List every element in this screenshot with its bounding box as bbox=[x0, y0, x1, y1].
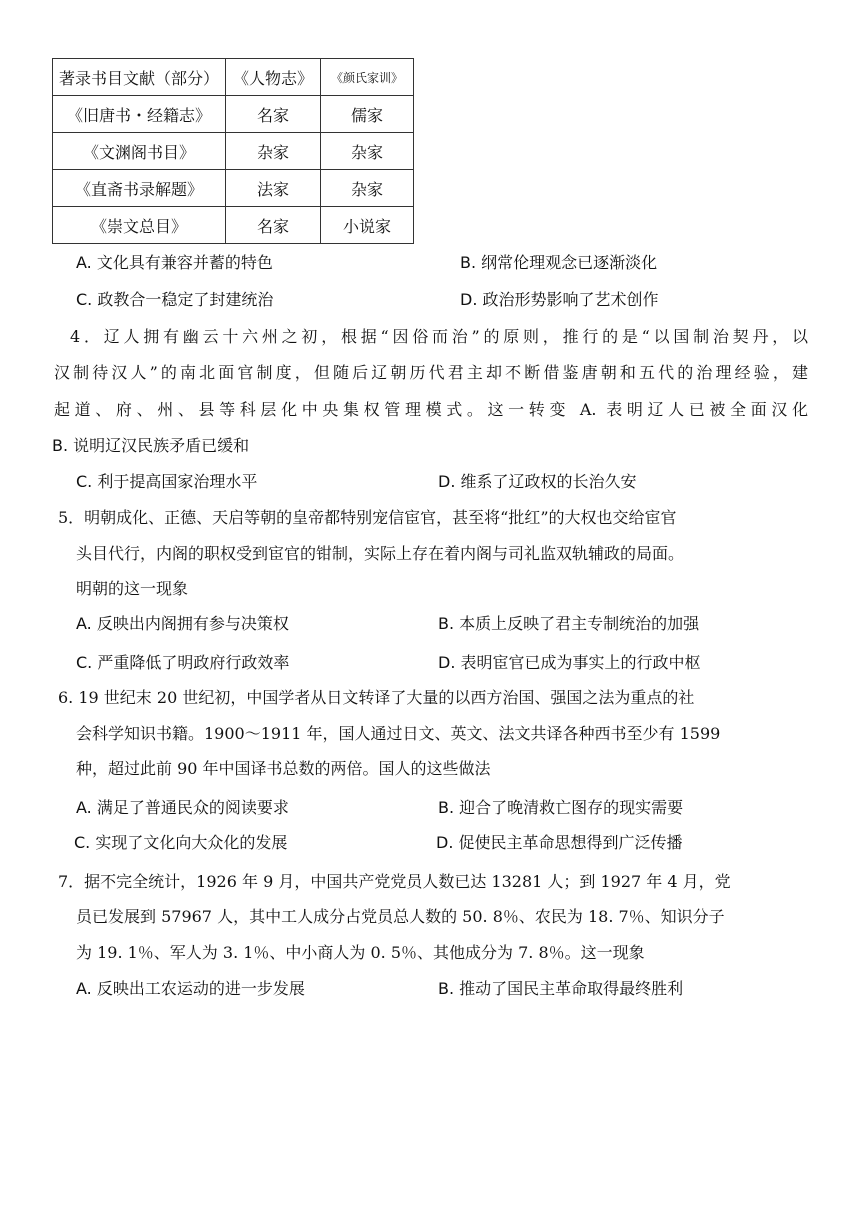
table-cell: 《旧唐书・经籍志》 bbox=[53, 96, 226, 133]
q4-stem-line: 4．辽人拥有幽云十六州之初，根据“因俗而治”的原则，推行的是“以国制治契丹，以 bbox=[70, 327, 808, 346]
table-cell: 儒家 bbox=[321, 96, 414, 133]
q7-option-b: B. 推动了国民主革命取得最终胜利 bbox=[438, 979, 684, 998]
q6-stem-line: 6. 19 世纪末 20 世纪初，中国学者从日文转译了大量的以西方治国、强国之法为重点的社 bbox=[58, 688, 695, 707]
table-header-cell: 《人物志》 bbox=[226, 59, 321, 96]
table-cell: 名家 bbox=[226, 96, 321, 133]
q5-option-d: D. 表明宦官已成为事实上的行政中枢 bbox=[438, 653, 701, 672]
q5-option-a: A. 反映出内阁拥有参与决策权 bbox=[76, 614, 289, 633]
q6-option-c: C. 实现了文化向大众化的发展 bbox=[74, 833, 288, 852]
table-row bbox=[53, 96, 414, 133]
q6-option-d: D. 促使民主革命思想得到广泛传播 bbox=[436, 833, 683, 852]
q3-option-c: C. 政教合一稳定了封建统治 bbox=[76, 290, 274, 309]
table-row bbox=[53, 170, 414, 207]
q7-stem-line: 为 19. 1％、军人为 3. 1％、中小商人为 0. 5％、其他成分为 7. 8％。这一现象 bbox=[76, 943, 645, 962]
table-cell: 杂家 bbox=[321, 170, 414, 207]
table-cell: 小说家 bbox=[321, 207, 414, 244]
table-header-row bbox=[53, 59, 414, 96]
q7-stem-line: 员已发展到 57967 人，其中工人成分占党员总人数的 50. 8％、农民为 18. 7％、知识分子 bbox=[76, 907, 725, 926]
q4-option-b: B. 说明辽汉民族矛盾已缓和 bbox=[52, 436, 250, 455]
q7-option-a: A. 反映出工农运动的进一步发展 bbox=[76, 979, 305, 998]
q7-stem-line: 7．据不完全统计，1926 年 9 月，中国共产党党员人数已达 13281 人；到 1927 年 4 月，党 bbox=[58, 872, 731, 891]
q6-option-a: A. 满足了普通民众的阅读要求 bbox=[76, 798, 289, 817]
table-cell: 《文渊阁书目》 bbox=[53, 133, 226, 170]
table-header-cell: 著录书目文献（部分） bbox=[53, 59, 226, 96]
table-cell: 杂家 bbox=[321, 133, 414, 170]
q4-option-c: C. 利于提高国家治理水平 bbox=[76, 472, 258, 491]
table-cell: 法家 bbox=[226, 170, 321, 207]
q5-stem-line: 头目代行，内阁的职权受到宦官的钳制，实际上存在着内阁与司礼监双轨辅政的局面。 bbox=[76, 544, 685, 563]
q6-stem-line: 会科学知识书籍。1900～1911 年，国人通过日文、英文、法文共译各种西书至少有 1599 bbox=[76, 724, 721, 743]
table-row bbox=[53, 207, 414, 244]
table-header-cell: 《颜氏家训》 bbox=[321, 59, 414, 96]
q4-stem-line: 汉制待汉人”的南北面官制度，但随后辽朝历代君主却不断借鉴唐朝和五代的治理经验，建 bbox=[54, 363, 808, 382]
table-cell: 杂家 bbox=[226, 133, 321, 170]
q5-stem-line: 明朝的这一现象 bbox=[76, 579, 189, 598]
q3-option-b: B. 纲常伦理观念已逐渐淡化 bbox=[460, 253, 658, 272]
table-cell: 名家 bbox=[226, 207, 321, 244]
q3-option-d: D. 政治形势影响了艺术创作 bbox=[460, 290, 659, 309]
q5-stem-line: 5．明朝成化、正德、天启等朝的皇帝都特别宠信宦官，甚至将“批红”的大权也交给宦官 bbox=[58, 508, 677, 527]
q3-option-a: A. 文化具有兼容并蓄的特色 bbox=[76, 253, 273, 272]
table-cell: 《直斋书录解题》 bbox=[53, 170, 226, 207]
q5-option-c: C. 严重降低了明政府行政效率 bbox=[76, 653, 290, 672]
q4-stem-line: 起道、府、州、县等科层化中央集权管理模式。这一转变 A. 表明辽人已被全面汉化 bbox=[54, 400, 808, 419]
q5-option-b: B. 本质上反映了君主专制统治的加强 bbox=[438, 614, 700, 633]
catalog-table bbox=[52, 58, 414, 244]
table-row bbox=[53, 133, 414, 170]
q4-option-d: D. 维系了辽政权的长治久安 bbox=[438, 472, 637, 491]
table-cell: 《崇文总目》 bbox=[53, 207, 226, 244]
q6-option-b: B. 迎合了晚清救亡图存的现实需要 bbox=[438, 798, 684, 817]
q6-stem-line: 种，超过此前 90 年中国译书总数的两倍。国人的这些做法 bbox=[76, 759, 491, 778]
